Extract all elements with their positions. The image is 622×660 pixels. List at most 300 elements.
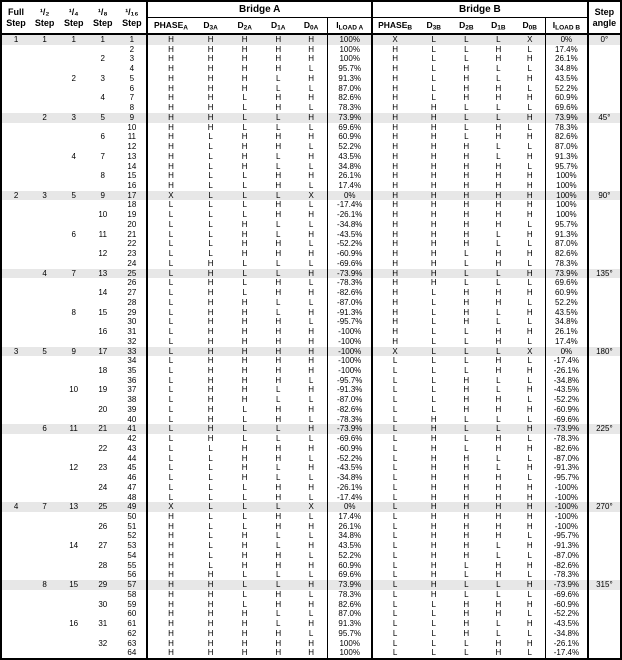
load-cell-a: 78.3% (328, 590, 372, 600)
load-cell-a: 69.6% (328, 570, 372, 580)
signal-cell-d0b: H (526, 93, 533, 103)
load-cell-b: -60.9% (546, 600, 588, 610)
signal-cell-d0a: H (308, 35, 314, 44)
table-row (1, 162, 621, 172)
step-cell-half (30, 570, 59, 580)
signal-cell-d0b: H (526, 112, 533, 122)
signal-cell-d2a: H (241, 249, 248, 259)
step-cell-sixteenth: 20 (117, 220, 147, 230)
col-header-sixteenth-step (117, 1, 147, 34)
load-cell-a: -87.0% (328, 395, 372, 405)
step-cell-eighth (88, 162, 117, 172)
signal-cell-d3a: H (207, 609, 214, 619)
signal-cell-phase-b: H (372, 84, 417, 94)
signal-cell-d0a: L (308, 142, 314, 152)
signal-cell-d0b: L (527, 453, 532, 463)
load-cell-b: 100% (546, 171, 588, 181)
step-cell-quarter (59, 278, 88, 288)
signal-cell-d1a: L (276, 619, 281, 629)
step-cell-full (1, 561, 30, 571)
load-cell-a: -34.8% (328, 220, 372, 230)
step-cell-eighth: 8 (100, 171, 105, 181)
step-angle-cell (588, 551, 621, 561)
table-row (1, 64, 621, 74)
signal-cell-d0b: H (526, 580, 533, 590)
signal-cell-phase-b: H (372, 171, 417, 181)
signal-cell-d3a: H (207, 580, 214, 590)
load-cell-b: 100% (546, 210, 588, 220)
step-cell-half (30, 551, 59, 561)
step-cell-full (1, 648, 30, 659)
step-cell-quarter (59, 648, 88, 659)
step-cell-sixteenth: 28 (117, 298, 147, 308)
col-header-line: ¹/₄ (68, 6, 79, 17)
step-cell-sixteenth: 52 (117, 531, 147, 541)
load-cell-b: -100% (546, 512, 588, 522)
signal-cell-d1b: H (495, 599, 502, 609)
signal-cell-phase-a: L (168, 297, 174, 307)
step-cell-full (1, 298, 30, 308)
signal-cell-phase-a: H (168, 54, 174, 64)
signal-cell-phase-b: L (372, 541, 417, 551)
step-angle-cell (588, 93, 621, 103)
signal-cell-d1b: L (496, 628, 501, 638)
step-angle-cell (588, 152, 621, 162)
signal-cell-d0a: H (308, 93, 314, 103)
table-row (1, 103, 621, 113)
step-cell-sixteenth: 17 (117, 191, 147, 201)
step-angle-cell (588, 356, 621, 366)
step-cell-quarter (59, 142, 88, 152)
step-cell-half (30, 54, 59, 64)
signal-cell-d0a: L (308, 83, 314, 93)
step-cell-half (30, 132, 59, 142)
step-cell-full (1, 337, 30, 347)
load-cell-b: 69.6% (546, 278, 588, 288)
step-cell-full (1, 463, 30, 473)
step-cell-eighth (88, 142, 117, 152)
signal-cell-d2a: L (242, 103, 247, 113)
signal-cell-d1a: L (276, 580, 281, 590)
signal-cell-d3a: L (208, 521, 213, 531)
signal-cell-d0b: L (527, 550, 532, 560)
col-header-d3a: $D_{3A}$ (194, 17, 228, 34)
step-cell-eighth: 17 (98, 346, 108, 356)
signal-cell-d1b: H (495, 434, 502, 444)
signal-cell-d0b: L (527, 609, 532, 619)
step-cell-sixteenth: 16 (117, 181, 147, 191)
signal-cell-d2a: H (241, 239, 248, 249)
signal-cell-d2a: L (242, 502, 247, 512)
signal-cell-phase-b: H (372, 152, 417, 162)
step-cell-sixteenth: 62 (117, 629, 147, 639)
signal-cell-d0a: L (308, 375, 314, 385)
step-cell-half (30, 648, 59, 659)
step-cell-full (1, 278, 30, 288)
step-cell-sixteenth: 26 (117, 278, 147, 288)
table-row (1, 123, 621, 133)
bridge-b-group-header: Bridge B (372, 1, 588, 17)
step-cell-quarter (59, 415, 88, 425)
signal-cell-d1b: L (496, 229, 501, 239)
step-cell-sixteenth: 25 (117, 269, 147, 279)
signal-cell-d2b: H (463, 404, 470, 414)
step-cell-sixteenth: 19 (117, 210, 147, 220)
signal-cell-d1b: L (496, 239, 501, 249)
load-cell-b: -91.3% (546, 541, 588, 551)
load-cell-b: -100% (546, 493, 588, 503)
signal-cell-d0b: H (526, 229, 533, 239)
signal-cell-d0b: H (526, 200, 533, 210)
load-cell-a: -60.9% (328, 249, 372, 259)
step-cell-eighth: 24 (98, 482, 108, 492)
step-cell-quarter (59, 473, 88, 483)
signal-cell-d1a: H (275, 443, 282, 453)
signal-cell-d0b: L (527, 44, 532, 54)
step-cell-eighth: 14 (98, 288, 108, 298)
signal-cell-d2a: H (241, 609, 248, 619)
load-cell-b: -82.6% (546, 561, 588, 571)
signal-cell-d1b: L (496, 580, 501, 590)
signal-cell-d0b: H (526, 54, 533, 64)
signal-cell-phase-b: H (372, 200, 417, 210)
signal-cell-d0b: L (527, 628, 532, 638)
step-cell-quarter (59, 531, 88, 541)
step-cell-half (30, 220, 59, 230)
step-cell-eighth: 12 (98, 249, 108, 259)
signal-cell-phase-b: L (372, 463, 417, 473)
signal-cell-d2b: H (463, 73, 470, 83)
signal-cell-phase-b: L (372, 551, 417, 561)
signal-cell-d1a: H (275, 599, 282, 609)
signal-cell-d3b: H (430, 550, 437, 560)
step-angle-cell (588, 54, 621, 64)
signal-cell-d2b: H (463, 521, 470, 531)
signal-cell-d3b: L (431, 288, 436, 298)
signal-cell-d3a: L (208, 453, 213, 463)
step-cell-eighth (88, 298, 117, 308)
signal-cell-d3b: L (431, 638, 436, 648)
signal-cell-d3b: L (431, 375, 436, 385)
col-header-d1a: $D_{1A}$ (262, 17, 295, 34)
load-cell-a: -69.6% (328, 434, 372, 444)
signal-cell-d0b: H (526, 327, 533, 337)
col-header-d3b: $D_{3B}$ (417, 17, 450, 34)
table-row (1, 463, 621, 473)
signal-cell-d1a: H (275, 278, 282, 288)
signal-cell-d3b: H (430, 502, 437, 512)
table-row (1, 249, 621, 259)
step-cell-half (30, 142, 59, 152)
col-header-line: ¹/₂ (39, 6, 50, 17)
step-cell-eighth (88, 239, 117, 249)
signal-cell-phase-b: L (372, 629, 417, 639)
signal-cell-phase-a: L (168, 268, 174, 278)
signal-cell-d0a: H (308, 44, 314, 54)
signal-cell-d2b: H (463, 64, 470, 74)
step-cell-half (30, 317, 59, 327)
signal-cell-d3a: H (207, 385, 214, 395)
signal-cell-phase-b: L (372, 415, 417, 425)
load-cell-a: 87.0% (328, 84, 372, 94)
signal-cell-d1b: L (496, 112, 501, 122)
signal-cell-d0a: H (308, 404, 314, 414)
step-cell-full (1, 181, 30, 191)
step-cell-full (1, 54, 30, 64)
step-cell-full (1, 580, 30, 590)
table-row (1, 522, 621, 532)
signal-cell-d1b: H (495, 219, 502, 229)
col-header-step-angle (588, 1, 621, 34)
signal-cell-d3a: L (208, 210, 213, 220)
step-cell-full (1, 152, 30, 162)
signal-cell-d2b: L (464, 414, 469, 424)
signal-cell-d3b: H (430, 142, 437, 152)
signal-cell-d0a: H (308, 112, 314, 122)
signal-cell-d3a: L (208, 181, 213, 191)
step-cell-half (30, 376, 59, 386)
step-cell-quarter: 11 (69, 424, 78, 434)
signal-cell-d1a: H (275, 638, 282, 648)
step-cell-quarter (59, 570, 88, 580)
signal-cell-d0a: H (308, 482, 314, 492)
signal-cell-phase-b: H (372, 239, 417, 249)
step-angle-cell (588, 84, 621, 94)
step-angle-cell (588, 162, 621, 172)
signal-cell-phase-a: H (168, 521, 174, 531)
signal-cell-d0b: H (526, 132, 533, 142)
step-cell-sixteenth: 37 (117, 385, 147, 395)
signal-cell-phase-b: H (372, 278, 417, 288)
load-cell-a: 95.7% (328, 64, 372, 74)
load-cell-a: 87.0% (328, 609, 372, 619)
signal-cell-d1a: L (276, 541, 281, 551)
step-cell-full (1, 162, 30, 172)
signal-cell-d0b: L (527, 434, 532, 444)
signal-cell-d0a: H (308, 249, 314, 259)
step-cell-full: 1 (13, 35, 19, 44)
step-cell-sixteenth: 39 (117, 405, 147, 415)
load-cell-a: 43.5% (328, 541, 372, 551)
signal-cell-d3a: L (208, 482, 213, 492)
signal-cell-phase-a: H (168, 142, 174, 152)
signal-cell-d3b: H (430, 453, 437, 463)
signal-cell-phase-a: H (168, 599, 174, 609)
load-cell-b: -34.8% (546, 376, 588, 386)
signal-cell-d2a: H (241, 327, 248, 337)
signal-cell-d0b: L (527, 570, 532, 580)
signal-cell-d0a: H (308, 599, 314, 609)
signal-cell-d3a: H (207, 336, 214, 346)
load-cell-b: 26.1% (546, 54, 588, 64)
step-cell-half: 6 (42, 424, 47, 434)
step-cell-full (1, 210, 30, 220)
step-angle-cell (588, 463, 621, 473)
table-row (1, 327, 621, 337)
signal-cell-d2b: L (464, 132, 469, 142)
signal-cell-d1a: L (276, 395, 281, 405)
step-cell-quarter: 3 (71, 112, 76, 122)
step-cell-quarter (59, 171, 88, 181)
step-cell-eighth: 29 (98, 580, 108, 590)
signal-cell-d1b: H (495, 473, 502, 483)
step-cell-full (1, 103, 30, 113)
signal-cell-d3b: H (430, 570, 437, 580)
step-cell-half (30, 483, 59, 493)
signal-cell-d3b: L (431, 317, 436, 327)
signal-cell-phase-a: H (168, 648, 174, 658)
signal-cell-phase-a: L (168, 453, 174, 463)
signal-cell-d3b: H (430, 580, 437, 590)
signal-cell-d0b: H (526, 73, 533, 83)
load-cell-a: 26.1% (328, 522, 372, 532)
step-cell-sixteenth: 13 (117, 152, 147, 162)
signal-cell-d0a: H (308, 288, 314, 298)
step-cell-quarter: 12 (69, 463, 79, 473)
signal-cell-d3a: L (208, 132, 213, 142)
signal-cell-d1b: L (496, 35, 501, 44)
step-angle-cell: 315° (588, 580, 621, 590)
signal-cell-d3b: H (430, 132, 437, 142)
step-cell-sixteenth: 8 (117, 103, 147, 113)
table-row (1, 210, 621, 220)
signal-cell-d3b: H (430, 258, 437, 268)
load-cell-a: -52.2% (328, 239, 372, 249)
col-header-line: Step (594, 6, 615, 17)
signal-cell-d1a: L (276, 122, 281, 132)
col-header-eighth-step (88, 1, 117, 34)
signal-cell-d2b: L (464, 268, 469, 278)
load-cell-a: -26.1% (328, 210, 372, 220)
signal-cell-d1a: H (275, 210, 282, 220)
signal-cell-phase-a: H (168, 44, 174, 54)
load-cell-b: -78.3% (546, 434, 588, 444)
signal-cell-phase-a: L (168, 317, 174, 327)
load-cell-a: -95.7% (328, 317, 372, 327)
table-row (1, 132, 621, 142)
signal-cell-d1a: L (276, 385, 281, 395)
signal-cell-phase-a: L (168, 249, 174, 259)
signal-cell-phase-a: L (168, 356, 174, 366)
signal-cell-d0a: H (308, 365, 314, 375)
step-cell-half (30, 600, 59, 610)
table-row (1, 54, 621, 64)
step-angle-cell (588, 337, 621, 347)
step-cell-full (1, 288, 30, 298)
table-row (1, 347, 621, 357)
signal-cell-d2b: H (463, 531, 470, 541)
table-row (1, 288, 621, 298)
load-cell-a: -100% (328, 356, 372, 366)
step-cell-quarter (59, 493, 88, 503)
signal-cell-phase-b: H (372, 308, 417, 318)
load-cell-a: 91.3% (328, 619, 372, 629)
step-angle-cell (588, 541, 621, 551)
signal-cell-d1b: H (495, 511, 502, 521)
signal-cell-phase-b: X (372, 347, 417, 357)
signal-cell-d1b: L (496, 589, 501, 599)
signal-cell-phase-a: H (168, 550, 174, 560)
signal-cell-d3b: H (430, 190, 437, 200)
signal-cell-d3b: H (430, 443, 437, 453)
signal-cell-d3b: H (430, 239, 437, 249)
load-cell-b: 0% (546, 34, 588, 45)
signal-cell-d1b: L (496, 385, 501, 395)
table-row (1, 366, 621, 376)
signal-cell-d1a: H (275, 200, 282, 210)
signal-cell-d1b: L (496, 424, 501, 434)
step-cell-eighth (88, 103, 117, 113)
step-cell-half (30, 493, 59, 503)
table-row (1, 395, 621, 405)
signal-cell-d2a: H (241, 375, 248, 385)
signal-cell-d1b: H (495, 356, 502, 366)
signal-cell-phase-a: H (168, 560, 174, 570)
step-cell-eighth: 15 (98, 307, 108, 317)
step-cell-full (1, 113, 30, 123)
signal-cell-d3b: L (431, 609, 436, 619)
signal-cell-phase-b: H (372, 54, 417, 64)
step-cell-sixteenth: 34 (117, 356, 147, 366)
load-cell-b: -100% (546, 522, 588, 532)
signal-cell-d3b: H (430, 531, 437, 541)
table-row (1, 34, 621, 45)
step-cell-half (30, 609, 59, 619)
load-cell-b: -69.6% (546, 590, 588, 600)
step-cell-eighth (88, 123, 117, 133)
signal-cell-d0b: H (526, 288, 533, 298)
signal-cell-d2a: H (241, 83, 248, 93)
step-cell-full (1, 570, 30, 580)
signal-cell-phase-a: L (168, 443, 174, 453)
step-cell-eighth: 16 (98, 327, 108, 337)
signal-cell-d3a: L (208, 219, 213, 229)
step-angle-cell (588, 629, 621, 639)
signal-cell-d2b: H (463, 151, 470, 161)
step-cell-quarter: 4 (71, 151, 76, 161)
signal-cell-d1b: H (495, 93, 502, 103)
signal-cell-d2a: L (242, 589, 247, 599)
signal-cell-d1b: L (496, 414, 501, 424)
load-cell-a: 95.7% (328, 629, 372, 639)
step-angle-cell (588, 444, 621, 454)
signal-cell-d1b: H (495, 161, 502, 171)
step-cell-full (1, 327, 30, 337)
signal-cell-d1b: H (495, 54, 502, 64)
step-cell-sixteenth: 41 (117, 424, 147, 434)
col-header-d2b: $D_{2B}$ (450, 17, 482, 34)
table-row (1, 385, 621, 395)
signal-cell-phase-b: H (372, 162, 417, 172)
signal-cell-phase-b: L (372, 619, 417, 629)
step-cell-full: 3 (13, 346, 19, 356)
signal-cell-d3b: L (431, 628, 436, 638)
step-cell-quarter (59, 220, 88, 230)
signal-cell-d2a: H (241, 64, 248, 74)
signal-cell-phase-b: L (372, 639, 417, 649)
load-cell-a: -95.7% (328, 376, 372, 386)
signal-cell-phase-a: H (168, 580, 174, 590)
signal-cell-d3b: L (431, 385, 436, 395)
signal-cell-phase-b: L (372, 570, 417, 580)
signal-cell-phase-a: H (168, 628, 174, 638)
signal-cell-phase-b: L (372, 444, 417, 454)
load-cell-a: 100% (328, 45, 372, 55)
signal-cell-d1b: H (495, 570, 502, 580)
step-cell-quarter (59, 337, 88, 347)
step-cell-eighth: 7 (100, 151, 105, 161)
signal-cell-d3a: H (207, 64, 214, 74)
